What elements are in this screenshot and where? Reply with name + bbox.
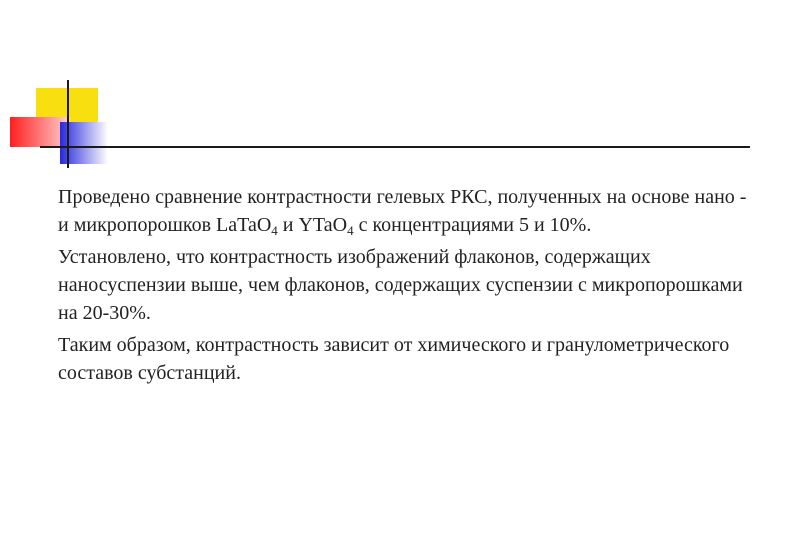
decorative-header-graphic — [0, 0, 800, 170]
paragraph-conclusion: Таким образом, контрастность зависит от химического и гранулометрического составов субстанций. — [58, 334, 730, 384]
paragraph-comparison: Проведено сравнение контрастности гелевых РКС, полученных на основе нано - и микропорошков LaTaO$_4$ и YTaO$_4$ с концентрациями 5 и 10%. — [58, 186, 747, 238]
horizontal-rule — [40, 146, 750, 148]
slide-body-text — [58, 183, 758, 391]
vertical-rule — [67, 80, 69, 168]
paragraph-finding: Установлено, что контрастность изображений флаконов, содержащих наносуспензии выше, чем флаконов, содержащих суспензии с микропорошками на 20-30%. — [58, 246, 743, 324]
